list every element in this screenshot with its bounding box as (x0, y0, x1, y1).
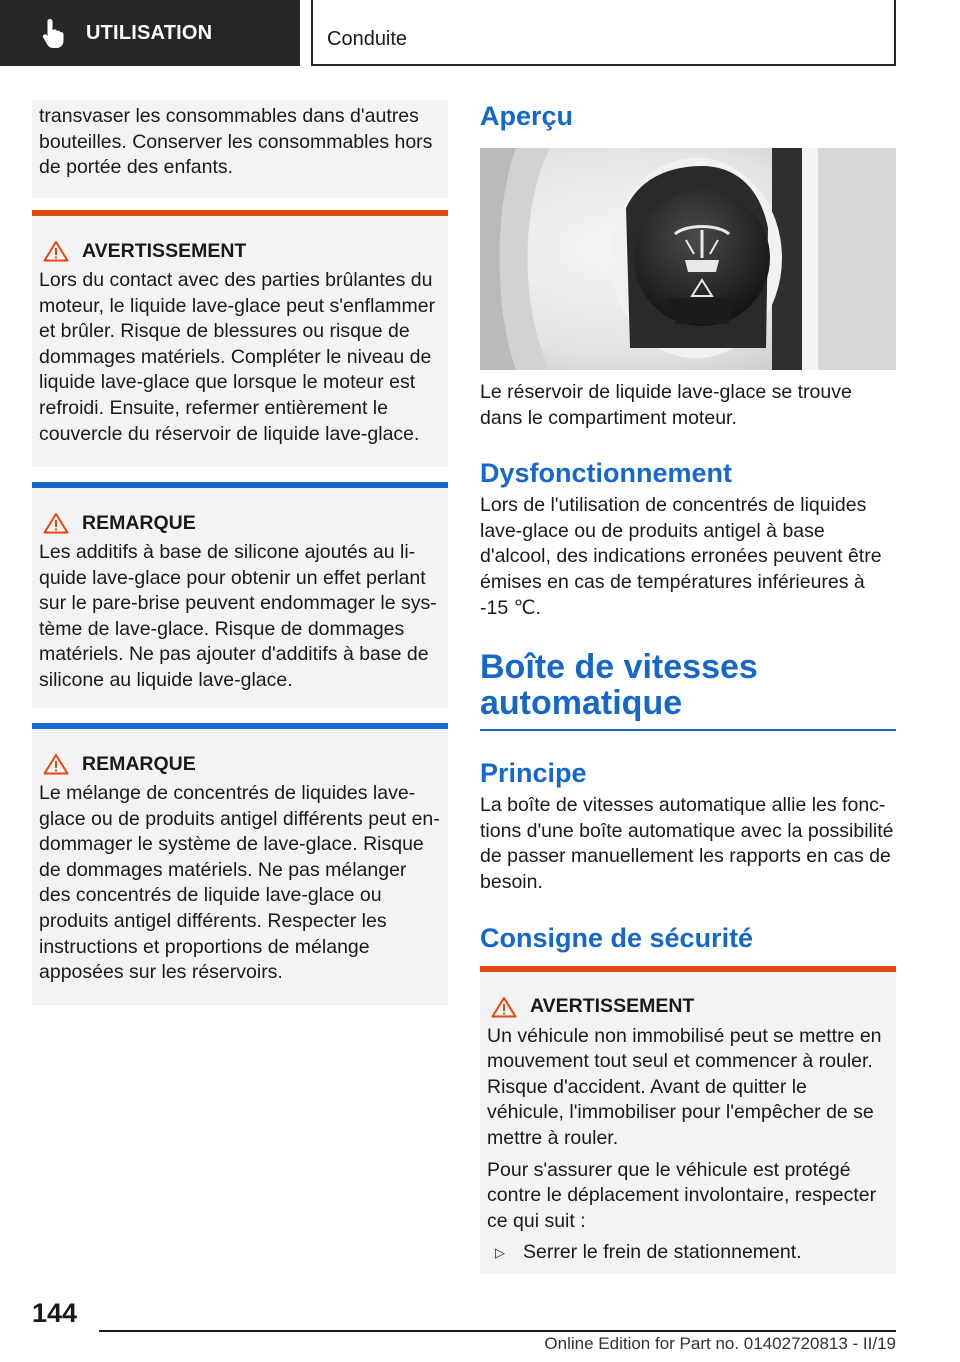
notice-title (39, 510, 440, 536)
chapter-box (311, 0, 896, 66)
notice-title-text: AVERTISSEMENT (530, 995, 695, 1018)
left-column (32, 100, 448, 1005)
warning-triangle-icon (491, 996, 517, 1018)
right-column (480, 100, 896, 1274)
list-item-text: Serrer le frein de stationnement. (523, 1241, 802, 1264)
dysfonctionnement-heading: Dysfonctionnement (480, 458, 733, 489)
warning-triangle-icon (43, 512, 69, 534)
continued-text: transvaser les consommables dans d'autres bouteilles. Conserver les consommables hors de portée des enfants. (39, 105, 433, 179)
apercu-heading: Aperçu (480, 101, 574, 131)
notice-title-text: REMARQUE (82, 752, 196, 775)
bullet-triangle-icon: ▷ (495, 1245, 505, 1261)
reservoir-photo (480, 148, 896, 370)
notice-title (39, 238, 440, 264)
notice-title-text: AVERTISSEMENT (82, 239, 247, 262)
section-tab[interactable] (0, 0, 300, 66)
reservoir-cap-image (480, 148, 896, 370)
apercu-text: Le réservoir de liquide lave-glace se trouve dans le compartiment moteur. (480, 381, 852, 429)
continued-notice (32, 100, 448, 198)
warning-triangle-icon (43, 753, 69, 775)
remark-notice-2 (32, 723, 448, 1005)
section-label: UTILISATION (86, 21, 213, 44)
warning-triangle-icon (43, 240, 69, 262)
list-item (487, 1240, 888, 1266)
boite-heading-line1: Boîte de vitesses (480, 648, 758, 687)
consigne-heading: Consigne de sécurité (480, 922, 754, 953)
notice-title (487, 994, 888, 1020)
footer-rule (99, 1330, 896, 1332)
dysfonctionnement-text: Lors de l'utilisation de concentrés de liquides lave-glace ou de produits antigel à base d'alcool, des indications erronées peuvent être émises en cas de températures inférieures à -15 ℃. (480, 494, 882, 619)
safety-warning (480, 966, 896, 1274)
notice-text: Les additifs à base de silicone ajoutés au liquide lave-glace pour obtenir un effet perlant sur le pare-brise peuvent endommager le système de lave-glace. Risque de dommages matériels. Ne pas ajouter d'additifs à base de silicone au liquide lave-glace. (39, 541, 437, 691)
warning-text-2: Pour s'assurer que le véhicule est protégé contre le déplacement involontaire, respecter ce qui suit : (487, 1158, 877, 1232)
heading-rule (480, 729, 896, 731)
boite-heading (480, 649, 896, 721)
principe-heading: Principe (480, 758, 587, 789)
page-header (0, 0, 960, 66)
notice-title-text: REMARQUE (82, 511, 196, 534)
chapter-label: Conduite (327, 28, 408, 50)
edition-text: Online Edition for Part no. 01402720813 - II/19 (544, 1334, 896, 1353)
notice-text: Lors du contact avec des parties brûlantes du moteur, le liquide lave-glace peut s'enflammer et brûler. Risque de blessures ou risque de dommages matériels. Compléter le niveau de liquide lave-glace que lorsque le moteur est refroidi. Ensuite, refermer entièrement le couvercle du réservoir de liquide lave-glace. (39, 269, 436, 445)
principe-text: La boîte de vitesses automatique allie les fonctions d'une boîte automatique avec la possibilité de passer manuellement les rapports en cas de besoin. (480, 794, 894, 893)
notice-title (39, 751, 440, 777)
notice-text: Le mélange de concentrés de liquides lave-glace ou de produits antigel différents peut endommager le système de lave-glace. Risque de dommages matériels. Ne pas mélanger des concentrés de liquide lave-glace ou produits antigel différents. Respecter les instructions et proportions de mélange apposées sur les réservoirs. (39, 782, 440, 984)
page-number: 144 (32, 1298, 78, 1328)
remark-notice-1 (32, 482, 448, 708)
warning-text-1: Un véhicule non immobilisé peut se mettre en mouvement tout seul et commencer à rouler. Risque d'accident. Avant de quitter le véhicule, l'immobiliser pour l'empêcher de se mettre à rouler. (487, 1024, 882, 1149)
boite-heading-line2: automatique (480, 684, 683, 723)
hand-pointer-icon (40, 17, 68, 49)
warning-notice-1 (32, 210, 448, 467)
